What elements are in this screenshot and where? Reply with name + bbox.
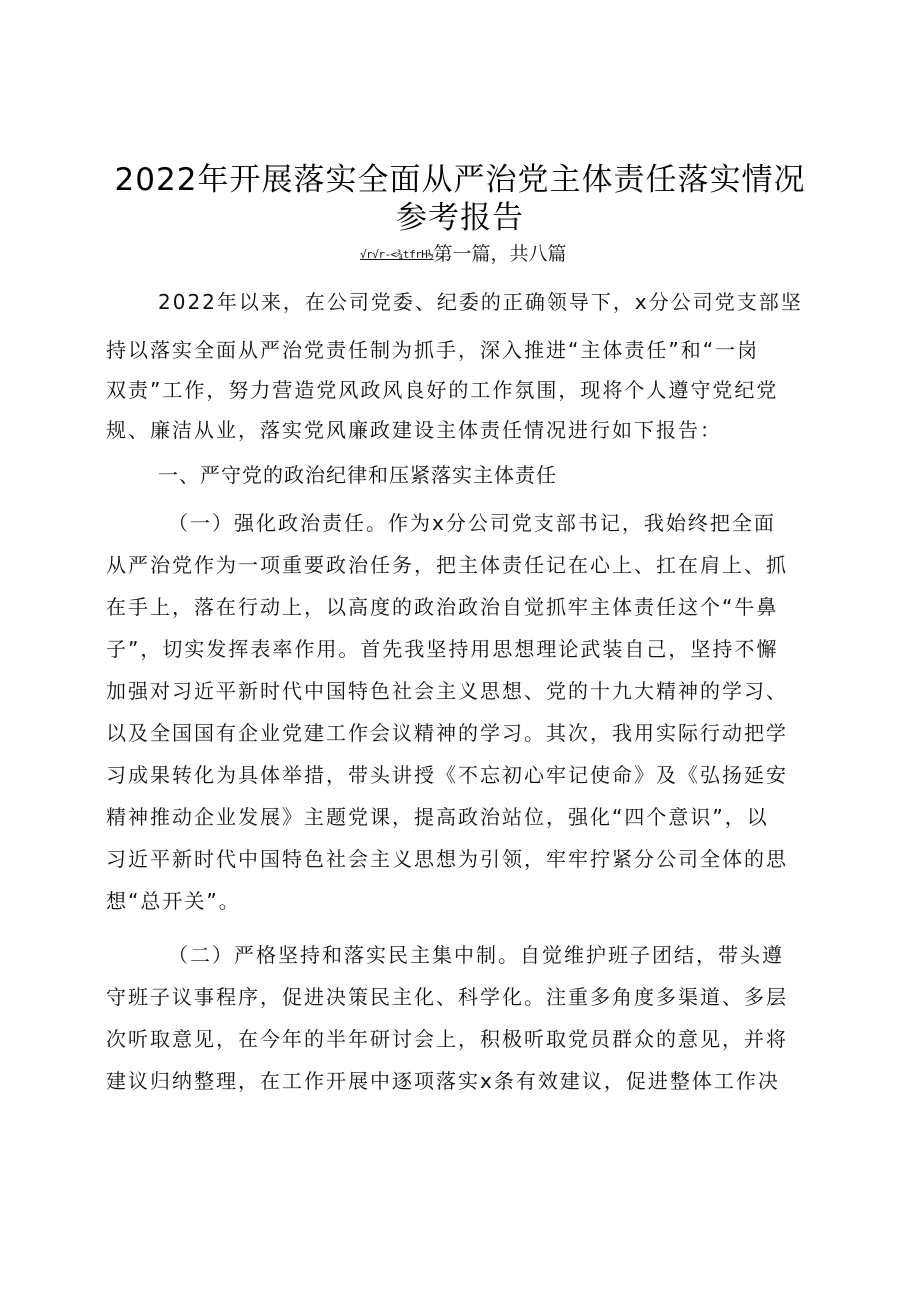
- body-line: （一）强化政治责任。作为x分公司党支部书记，我始终把全面: [168, 511, 776, 535]
- section-heading: 一、严守党的政治纪律和压紧落实主体责任: [158, 463, 557, 487]
- body-line: 习近平新时代中国特色社会主义思想为引领，牢牢拧紧分公司全体的思: [106, 847, 788, 871]
- body-line: 规、廉洁从业，落实党风廉政建设主体责任情况进行如下报告：: [106, 418, 722, 442]
- body-line: 2022年以来，在公司党委、纪委的正确领导下，x分公司党支部坚: [158, 290, 803, 314]
- body-line: 加强对习近平新时代中国特色社会主义思想、党的十九大精神的学习、: [106, 679, 788, 703]
- subtitle-part-label: 第一篇，共八篇: [433, 243, 567, 265]
- body-line: 建议归纳整理，在工作开展中逐项落实x条有效建议，促进整体工作决: [106, 1069, 780, 1093]
- body-line: （二）严格坚持和落实民主集中制。自觉维护班子团结，带头遵: [168, 943, 784, 967]
- body-line: 以及全国国有企业党建工作会议精神的学习。其次，我用实际行动把学: [106, 721, 788, 745]
- body-line: 子”，切实发挥表率作用。首先我坚持用思想理论武装自己，坚持不懈: [106, 637, 779, 661]
- body-line: 次听取意见，在今年的半年研讨会上，积极听取党员群众的意见，并将: [106, 1027, 788, 1051]
- document-title-line2: 参考报告: [396, 200, 524, 236]
- document-title-line1: 2022年开展落实全面从严治党主体责任落实情况: [114, 162, 806, 198]
- document-subtitle: [360, 240, 660, 269]
- subtitle-garbled-text: √r√r-<¾tfrH½: [360, 248, 434, 261]
- body-line: 精神推动企业发展》主题党课，提高政治站位，强化“四个意识”，以: [106, 805, 769, 829]
- body-line: 习成果转化为具体举措，带头讲授《不忘初心牢记使命》及《弘扬延安: [106, 763, 788, 787]
- body-line: 双责”工作，努力营造党风政风良好的工作氛围，现将个人遵守党纪党: [106, 378, 779, 402]
- body-line: 守班子议事程序，促进决策民主化、科学化。注重多角度多渠道、多层: [106, 985, 788, 1009]
- body-line: 持以落实全面从严治党责任制为抓手，深入推进“主体责任”和“一岗: [106, 338, 760, 362]
- body-line: 在手上，落在行动上，以高度的政治政治自觉抓牢主体责任这个“牛鼻: [106, 595, 779, 619]
- body-line: 从严治党作为一项重要政治任务，把主体责任记在心上、扛在肩上、抓: [106, 553, 788, 577]
- body-line: 想“总开关”。: [106, 889, 241, 913]
